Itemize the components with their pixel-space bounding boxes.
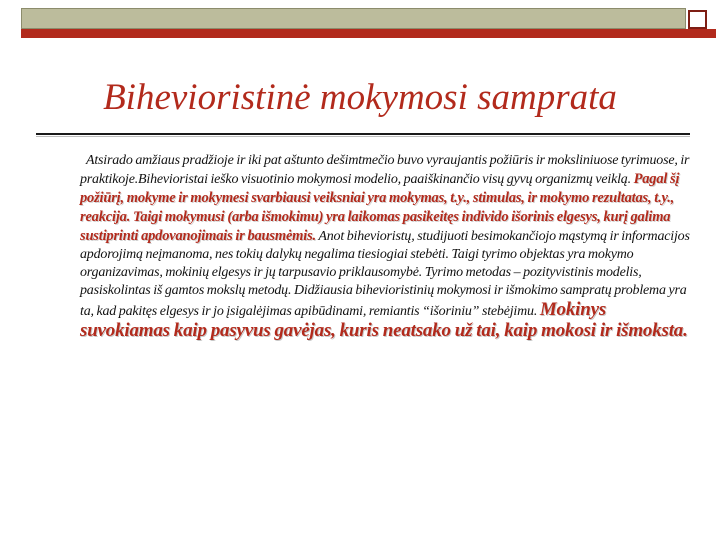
title-divider-shadow xyxy=(36,136,690,137)
paragraph-conclusion: Mokinys suvokiamas kaip pasyvus gavėjas, kuris neatsako už tai, kaip mokosi ir išmoksta. xyxy=(80,299,688,341)
paragraph-highlight: Pagal šį požiūrį, mokyme ir mokymesi svarbiausi veiksniai yra mokymas, t.y., stimulas, ir mokymo rezultatas, t.y., reakcija. Taigi mokymusi (arba išmokimu) yra laikomas pasikeitęs individo išorinis elgesys, kurį galima sustiprinti apdovanojimais ir bausmėmis. xyxy=(80,171,680,244)
title-divider xyxy=(36,133,690,135)
header-olive-bar xyxy=(21,8,686,29)
slide-body-paragraph xyxy=(80,152,698,342)
paragraph-intro: Atsirado amžiaus pradžioje ir iki pat aštunto dešimtmečio buvo vyraujantis požiūris ir moksliniuose tyrimuose, ir praktikoje.Bihevioristai ieško visuotinio mokymosi modelio, paaiškinančio visų gyvų organizmų veiklą. xyxy=(80,153,690,187)
slide-title: Bihevioristinė mokymosi samprata xyxy=(103,77,617,118)
header-red-bar xyxy=(21,29,716,38)
paragraph-middle: Anot bihevioristų, studijuoti besimokančiojo mąstymą ir informacijos apdorojimą neįmanoma, nes tokių dalykų negalima tiesiogiai stebėti. Taigi tyrimo objektas yra mokymo organizavimas, mokinių elgesys ir jų tarpusavio priklausomybė. Tyrimo metodas – pozityvistinis modelis, pasiskolintas iš gamtos mokslų metodų. Didžiausia bihevioristinių mokymosi ir išmokimo sampratų problema yra ta, kad pakitęs elgesys ir jo įsigalėjimas apibūdinami, remiantis “išoriniu” stebėjimu. xyxy=(80,229,690,319)
corner-square-decoration xyxy=(688,10,707,29)
